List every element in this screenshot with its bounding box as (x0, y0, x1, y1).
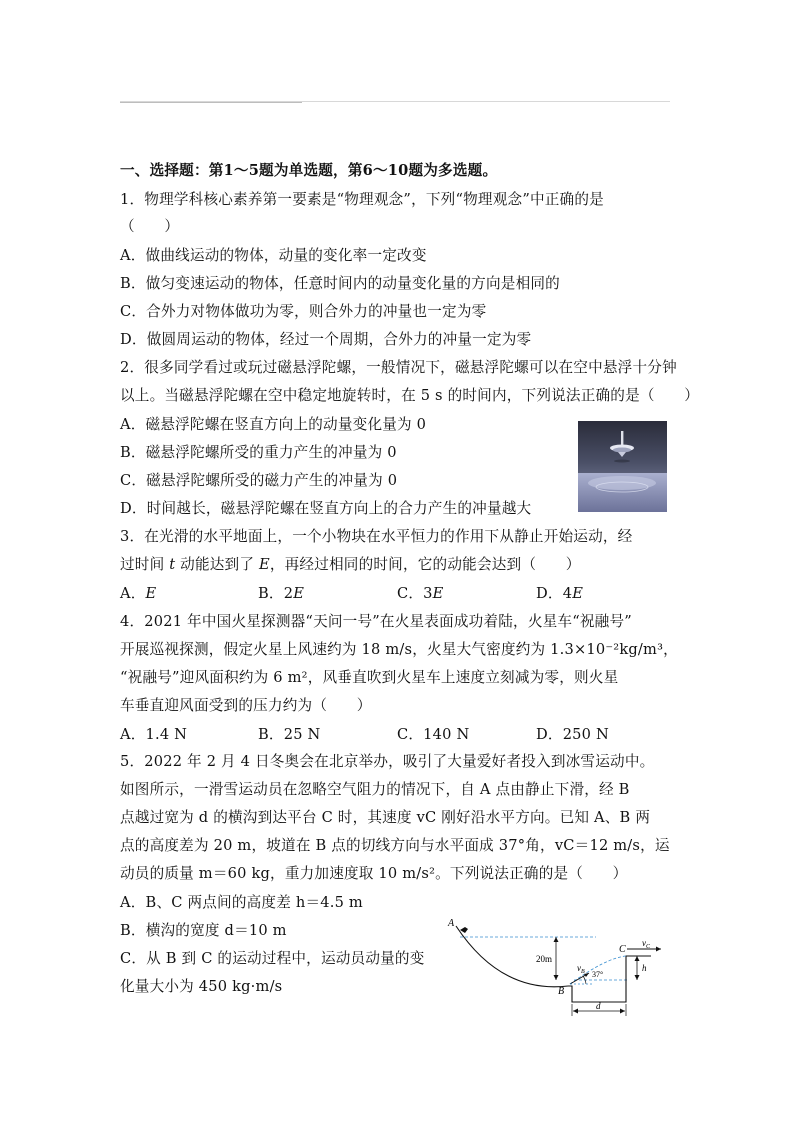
q1-stem-line2: （ ） (120, 218, 180, 235)
q3-stem-line2: 过时间 t 动能达到了 E，再经过相同的时间，它的动能会达到（ ） (120, 556, 581, 573)
section-title: 一、选择题：第1～5题为单选题，第6～10题为多选题。 (120, 162, 498, 179)
label-c: C (619, 944, 626, 955)
q3-stem-line1: 3．在光滑的水平地面上，一个小物块在水平恒力的作用下从静止开始运动，经 (120, 528, 633, 545)
q5-option-c-line1: C．从 B 到 C 的运动过程中，运动员动量的变 (120, 950, 425, 967)
label-a: A (448, 918, 455, 929)
q3-option-b: B．2E (258, 585, 305, 602)
skier-icon (460, 927, 468, 933)
q4-option-d: D．250 N (536, 726, 609, 743)
q4-stem-line2: 开展巡视探测，假定火星上风速约为 18 m/s，火星大气密度约为 1.3×10⁻²kg/m³， (120, 641, 678, 658)
q4-stem-line1: 4．2021 年中国火星探测器“天问一号”在火星表面成功着陆，火星车“祝融号” (120, 613, 632, 630)
label-angle: 37° (592, 970, 604, 979)
label-vb: $v_B$ (577, 963, 585, 975)
q5-stem-line5: 动员的质量 m＝60 kg，重力加速度取 10 m/s²。下列说法正确的是（ ） (120, 865, 628, 882)
label-h: h (642, 963, 647, 973)
label-vc: $v_C$ (642, 938, 651, 950)
q5-stem-line3: 点越过宽为 d 的横沟到达平台 C 时，其速度 vC 刚好沿水平方向。已知 A、B 两 (120, 809, 651, 826)
q4-option-b: B．25 N (258, 726, 321, 743)
q3-option-d: D．4E (536, 585, 584, 602)
q4-stem-line3: “祝融号”迎风面积约为 6 m²，风垂直吹到火星车上速度立刻减为零，则火星 (120, 669, 619, 686)
q1-option-a: A．做曲线运动的物体，动量的变化率一定改变 (120, 247, 427, 264)
q4-stem-line4: 车垂直迎风面受到的压力约为（ ） (120, 697, 372, 714)
q2-option-c: C．磁悬浮陀螺所受的磁力产生的冲量为 0 (120, 472, 398, 489)
q5-stem-line1: 5．2022 年 2 月 4 日冬奥会在北京举办，吸引了大量爱好者投入到冰雪运动中。 (120, 753, 655, 770)
q5-stem-line2: 如图所示，一滑雪运动员在忽略空气阻力的情况下，自 A 点由静止下滑，经 B (120, 781, 630, 798)
q5-option-b: B．横沟的宽度 d＝10 m (120, 922, 287, 939)
maglev-top-photo (578, 421, 667, 512)
label-d: d (596, 1001, 601, 1011)
q2-option-a: A．磁悬浮陀螺在竖直方向上的动量变化量为 0 (120, 416, 427, 433)
q3-option-a: A．E (120, 585, 157, 602)
q1-option-b: B．做匀变速运动的物体，任意时间内的动量变化量的方向是相同的 (120, 275, 560, 292)
q1-option-c: C．合外力对物体做功为零，则合外力的冲量也一定为零 (120, 303, 487, 320)
ski-slope-diagram (446, 916, 676, 1018)
q4-option-c: C．140 N (397, 726, 470, 743)
q1-option-d: D．做圆周运动的物体，经过一个周期，合外力的冲量一定为零 (120, 331, 532, 348)
q1-stem-line1: 1．物理学科核心素养第一要素是“物理观念”，下列“物理观念”中正确的是 (120, 191, 604, 208)
q2-stem-line1: 2．很多同学看过或玩过磁悬浮陀螺，一般情况下，磁悬浮陀螺可以在空中悬浮十分钟 (120, 359, 677, 376)
q2-option-b: B．磁悬浮陀螺所受的重力产生的冲量为 0 (120, 444, 397, 461)
label-20m: 20m (536, 954, 553, 964)
q3-option-c: C．3E (397, 585, 444, 602)
header-rule-accent (120, 102, 302, 103)
q5-option-a: A．B、C 两点间的高度差 h＝4.5 m (120, 894, 363, 911)
q2-stem-line2: 以上。当磁悬浮陀螺在空中稳定地旋转时，在 5 s 的时间内，下列说法正确的是（ ） (120, 387, 700, 404)
label-b: B (558, 986, 565, 997)
q2-option-d: D．时间越长，磁悬浮陀螺在竖直方向上的合力产生的冲量越大 (120, 500, 532, 517)
q5-option-c-line2: 化量大小为 450 kg·m/s (120, 978, 283, 995)
q5-stem-line4: 点的高度差为 20 m，坡道在 B 点的切线方向与水平面成 37°角，vC＝12 m/s，运 (120, 837, 670, 854)
q4-option-a: A．1.4 N (120, 726, 188, 743)
